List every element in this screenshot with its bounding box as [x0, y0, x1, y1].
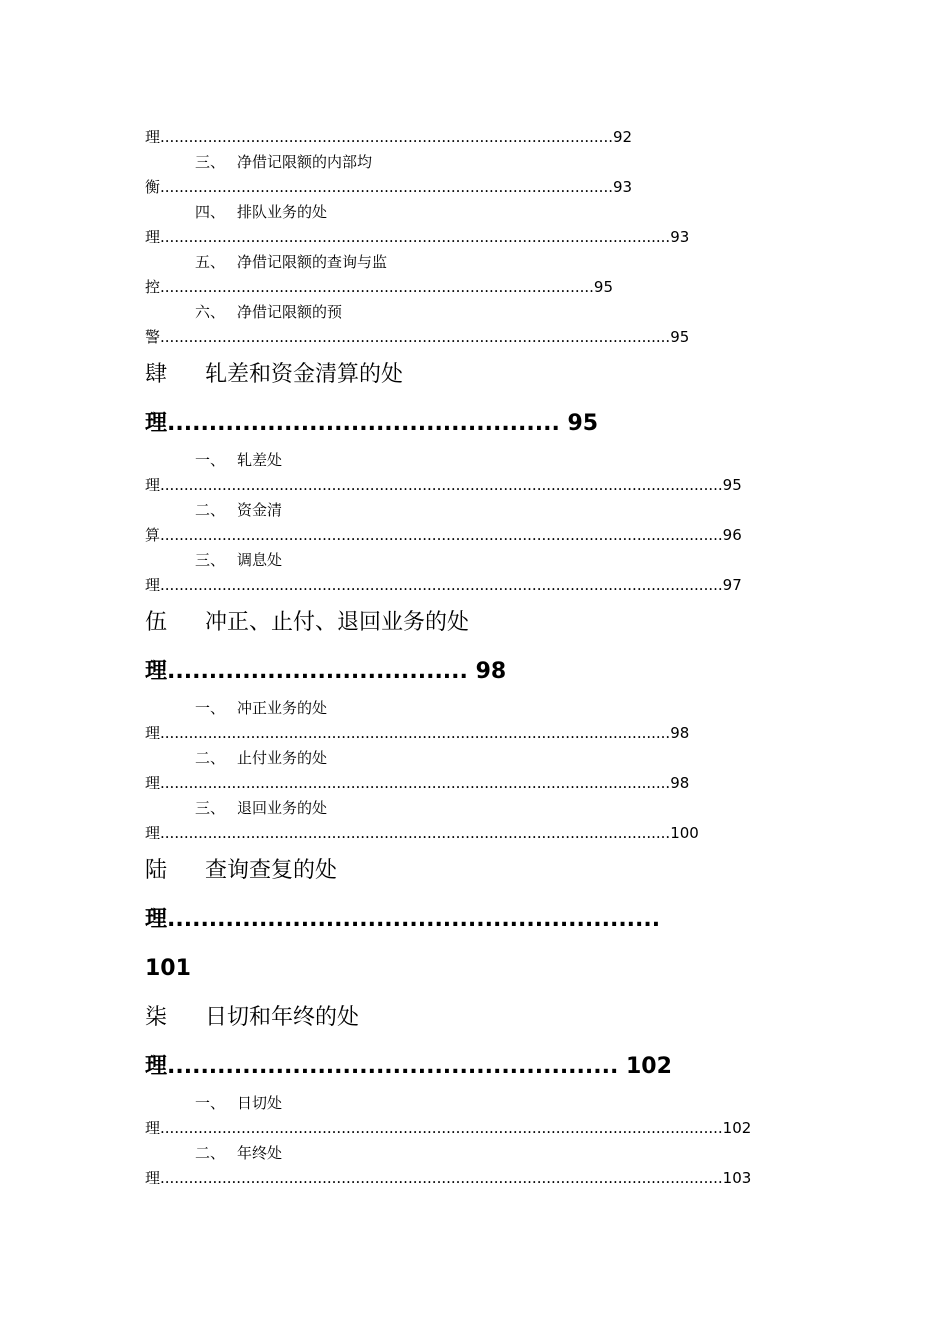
toc-entry-title: 冲正业务的处 [237, 699, 328, 717]
toc-dot-leader: ........................................................................................................... [160, 824, 671, 842]
toc-page-number: 100 [670, 824, 699, 842]
toc-section-leader[interactable] [145, 821, 835, 846]
toc-entry-title-end: 理 [145, 1119, 161, 1137]
toc-entry-number: 肆 [145, 362, 168, 387]
toc-entry-title: 调息处 [237, 551, 283, 569]
toc-entry-title: 查询查复的处 [205, 858, 338, 883]
toc-section-leader[interactable] [145, 1116, 835, 1141]
toc-section-leader[interactable] [145, 721, 835, 746]
toc-section-heading[interactable] [145, 796, 835, 821]
toc-section-heading[interactable] [145, 1141, 835, 1166]
toc-entry-title: 日切和年终的处 [205, 1005, 360, 1030]
toc-section-leader[interactable] [145, 325, 835, 350]
toc-entry-number: 伍 [145, 610, 168, 635]
toc-entry-number: 陆 [145, 858, 168, 883]
toc-entry-number: 二、 [195, 501, 226, 519]
toc-entry-number: 柒 [145, 1005, 168, 1030]
toc-entry-number: 二、 [195, 1144, 226, 1162]
toc-section-leader[interactable] [145, 1166, 835, 1191]
toc-entry-title: 年终处 [237, 1144, 283, 1162]
toc-entry-title-end: 理 [145, 907, 168, 932]
toc-section-heading[interactable] [145, 448, 835, 473]
toc-dot-leader: ........................................................................................................... [160, 724, 671, 742]
toc-dot-leader: ...................................................................................................................... [160, 1169, 723, 1187]
toc-entry-title-end: 理 [145, 724, 161, 742]
toc-entry-number: 一、 [195, 699, 226, 717]
toc-chapter-heading[interactable] [145, 993, 835, 1042]
toc-section-heading[interactable] [145, 300, 835, 325]
toc-dot-leader: .................................... [167, 659, 468, 684]
toc-page-number: 92 [612, 128, 633, 146]
toc-entry-title: 净借记限额的查询与监 [237, 253, 388, 271]
toc-entry-title-end: 控 [145, 278, 161, 296]
toc-entry-title-end: 理 [145, 774, 161, 792]
toc-entry-title: 净借记限额的预 [237, 303, 343, 321]
toc-page-number: 93 [670, 228, 690, 246]
toc-section-heading[interactable] [145, 746, 835, 771]
toc-dot-leader: ............................................................................................... [160, 178, 613, 196]
toc-section-heading[interactable] [145, 150, 835, 175]
toc-chapter-heading[interactable] [145, 598, 835, 647]
toc-entry-number: 三、 [195, 551, 226, 569]
toc-section-leader[interactable] [145, 523, 835, 548]
toc-entry-number: 四、 [195, 203, 226, 221]
toc-entry-title-end: 算 [145, 526, 161, 544]
toc-entry-number: 三、 [195, 153, 226, 171]
toc-entry-title: 净借记限额的内部均 [237, 153, 373, 171]
toc-section-leader[interactable] [145, 771, 835, 796]
toc-page-number: 101 [145, 956, 191, 981]
toc-page-number: 95 [670, 328, 690, 346]
toc-section-heading[interactable] [145, 1091, 835, 1116]
toc-section-heading[interactable] [145, 498, 835, 523]
toc-dot-leader: ............................................... [167, 411, 560, 436]
toc-dot-leader: ........................................................... [167, 907, 661, 932]
toc-entry-title: 日切处 [237, 1094, 283, 1112]
toc-chapter-heading[interactable] [145, 846, 835, 895]
toc-entry-title: 轧差处 [237, 451, 283, 469]
toc-dot-leader: ........................................................................................................... [160, 774, 671, 792]
table-of-contents [145, 125, 835, 1191]
toc-chapter-leader[interactable] [145, 1042, 835, 1091]
toc-section-heading[interactable] [145, 250, 835, 275]
toc-entry-title: 冲正、止付、退回业务的处 [205, 610, 470, 635]
toc-section-leader[interactable] [145, 175, 835, 200]
toc-section-leader[interactable] [145, 225, 835, 250]
toc-entry-title-end: 理 [145, 576, 161, 594]
toc-entry-title-end: 衡 [145, 178, 161, 196]
toc-page-number: 93 [612, 178, 633, 196]
toc-dot-leader: ...................................................................................................................... [160, 476, 723, 494]
toc-chapter-leader[interactable] [145, 647, 835, 696]
toc-entry-title-end: 理 [145, 659, 168, 684]
toc-entry-title-end: 理 [145, 476, 161, 494]
toc-page-number: 95 [722, 476, 742, 494]
toc-section-leader[interactable] [145, 275, 835, 300]
toc-entry-title-end: 理 [145, 824, 161, 842]
toc-entry-title: 排队业务的处 [237, 203, 328, 221]
toc-entry-number: 五、 [195, 253, 226, 271]
toc-section-heading[interactable] [145, 200, 835, 225]
toc-dot-leader: ........................................................................................................... [160, 228, 671, 246]
toc-entry-number: 一、 [195, 1094, 226, 1112]
toc-entry-title: 资金清 [237, 501, 283, 519]
toc-page-number: 103 [722, 1169, 752, 1187]
toc-entry-title-end: 警 [145, 328, 161, 346]
toc-page-number: 96 [722, 526, 742, 544]
toc-entry-title: 轧差和资金清算的处 [205, 362, 404, 387]
toc-section-heading[interactable] [145, 696, 835, 721]
toc-entry-number: 一、 [195, 451, 226, 469]
toc-chapter-leader[interactable] [145, 895, 835, 944]
toc-section-heading[interactable] [145, 548, 835, 573]
toc-section-leader[interactable] [145, 573, 835, 598]
toc-dot-leader: ...................................................................................................................... [160, 576, 723, 594]
toc-section-leader[interactable] [145, 125, 835, 150]
toc-entry-title-end: 理 [145, 411, 168, 436]
toc-entry-title: 止付业务的处 [237, 749, 328, 767]
toc-page-number: 97 [722, 576, 742, 594]
toc-page-number: 95 [567, 411, 599, 436]
toc-page-number: 102 [626, 1054, 672, 1079]
toc-dot-leader: ...................................................................................................................... [160, 1119, 723, 1137]
toc-entry-title-end: 理 [145, 128, 161, 146]
toc-chapter-leader[interactable] [145, 399, 835, 448]
toc-chapter-page-line[interactable] [145, 944, 835, 993]
toc-entry-title-end: 理 [145, 1169, 161, 1187]
toc-dot-leader: ........................................................................................................... [160, 328, 671, 346]
toc-page-number: 102 [722, 1119, 752, 1137]
toc-entry-title-end: 理 [145, 1054, 168, 1079]
toc-dot-leader: ...................................................... [167, 1054, 619, 1079]
toc-page-number: 95 [593, 278, 614, 296]
toc-dot-leader: ...................................................................................................................... [160, 526, 723, 544]
toc-entry-number: 六、 [195, 303, 226, 321]
toc-entry-title: 退回业务的处 [237, 799, 328, 817]
toc-section-leader[interactable] [145, 473, 835, 498]
toc-entry-number: 三、 [195, 799, 226, 817]
toc-dot-leader: ........................................................................................... [160, 278, 594, 296]
toc-page-number: 98 [475, 659, 507, 684]
toc-dot-leader: ............................................................................................... [160, 128, 613, 146]
toc-page-number: 98 [670, 774, 690, 792]
toc-page-number: 98 [670, 724, 690, 742]
toc-entry-number: 二、 [195, 749, 226, 767]
toc-entry-title-end: 理 [145, 228, 161, 246]
toc-chapter-heading[interactable] [145, 350, 835, 399]
